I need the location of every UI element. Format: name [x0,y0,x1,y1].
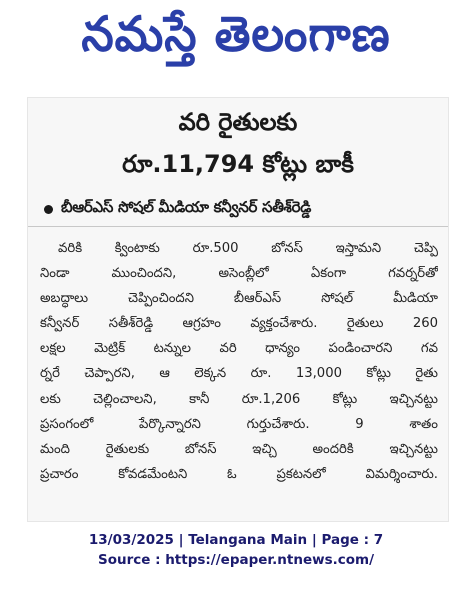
headline-line-1: వరి రైతులకు [178,108,298,136]
body-line: ర్నరే చెప్పారని, ఆ లెక్కన రూ. 13,000 కోట్లు రైతు [40,366,438,382]
bullet-icon [44,205,53,214]
divider [28,226,448,227]
body-line: మంది రైతులకు బోనస్ ఇచ్చి అందరికి ఇచ్చినట్టు [40,441,438,457]
news-clipping [27,97,449,522]
body-line: ప్రసంగంలో పేర్కొన్నారని గుర్తుచేశారు. 9 శాతం [40,416,438,432]
footer-source: Source : https://epaper.ntnews.com/ [97,552,375,568]
headline-line-2: రూ.11,794 కోట్లు బాకీ [122,150,354,178]
masthead-title: నమస్తే తెలంగాణ [81,5,391,63]
body-line: ప్రచారం కోవడమేంటని ఓ ప్రకటనలో విమర్శించారు. [40,466,438,482]
subheadline: బీఆర్ఎస్ సోషల్ మీడియా కన్వీనర్ సతీశ్‌రెడ్డి [61,198,312,216]
subheadline-row [34,197,442,221]
article-body [40,236,438,487]
footer-date-edition: 13/03/2025 | Telangana Main | Page : 7 [88,532,384,548]
newspaper-masthead [0,0,472,80]
body-line: వరికి క్వింటాకు రూ.500 బోనస్ ఇస్తామని చెప్పి [58,241,438,256]
body-line: కన్వీనర్ సతీశ్‌రెడ్డి ఆగ్రహం వ్యక్తంచేశారు. రైతులు 260 [40,316,438,332]
body-line: లక్షల మెట్రిక్ టన్నుల వరి ధాన్యం పండించారని గవ [40,341,438,357]
body-line: నిండా ముంచిందని, అసెంబ్లీలో ఏకంగా గవర్నర్‌తో [40,266,438,282]
source-footer [0,530,472,570]
body-line: అబద్ధాలు చెప్పించిందని బీఆర్ఎస్ సోషల్ మీడియా [40,291,438,307]
body-line: లకు చెల్లించాలని, కానీ రూ.1,206 కోట్లు ఇచ్చినట్టు [40,391,438,407]
